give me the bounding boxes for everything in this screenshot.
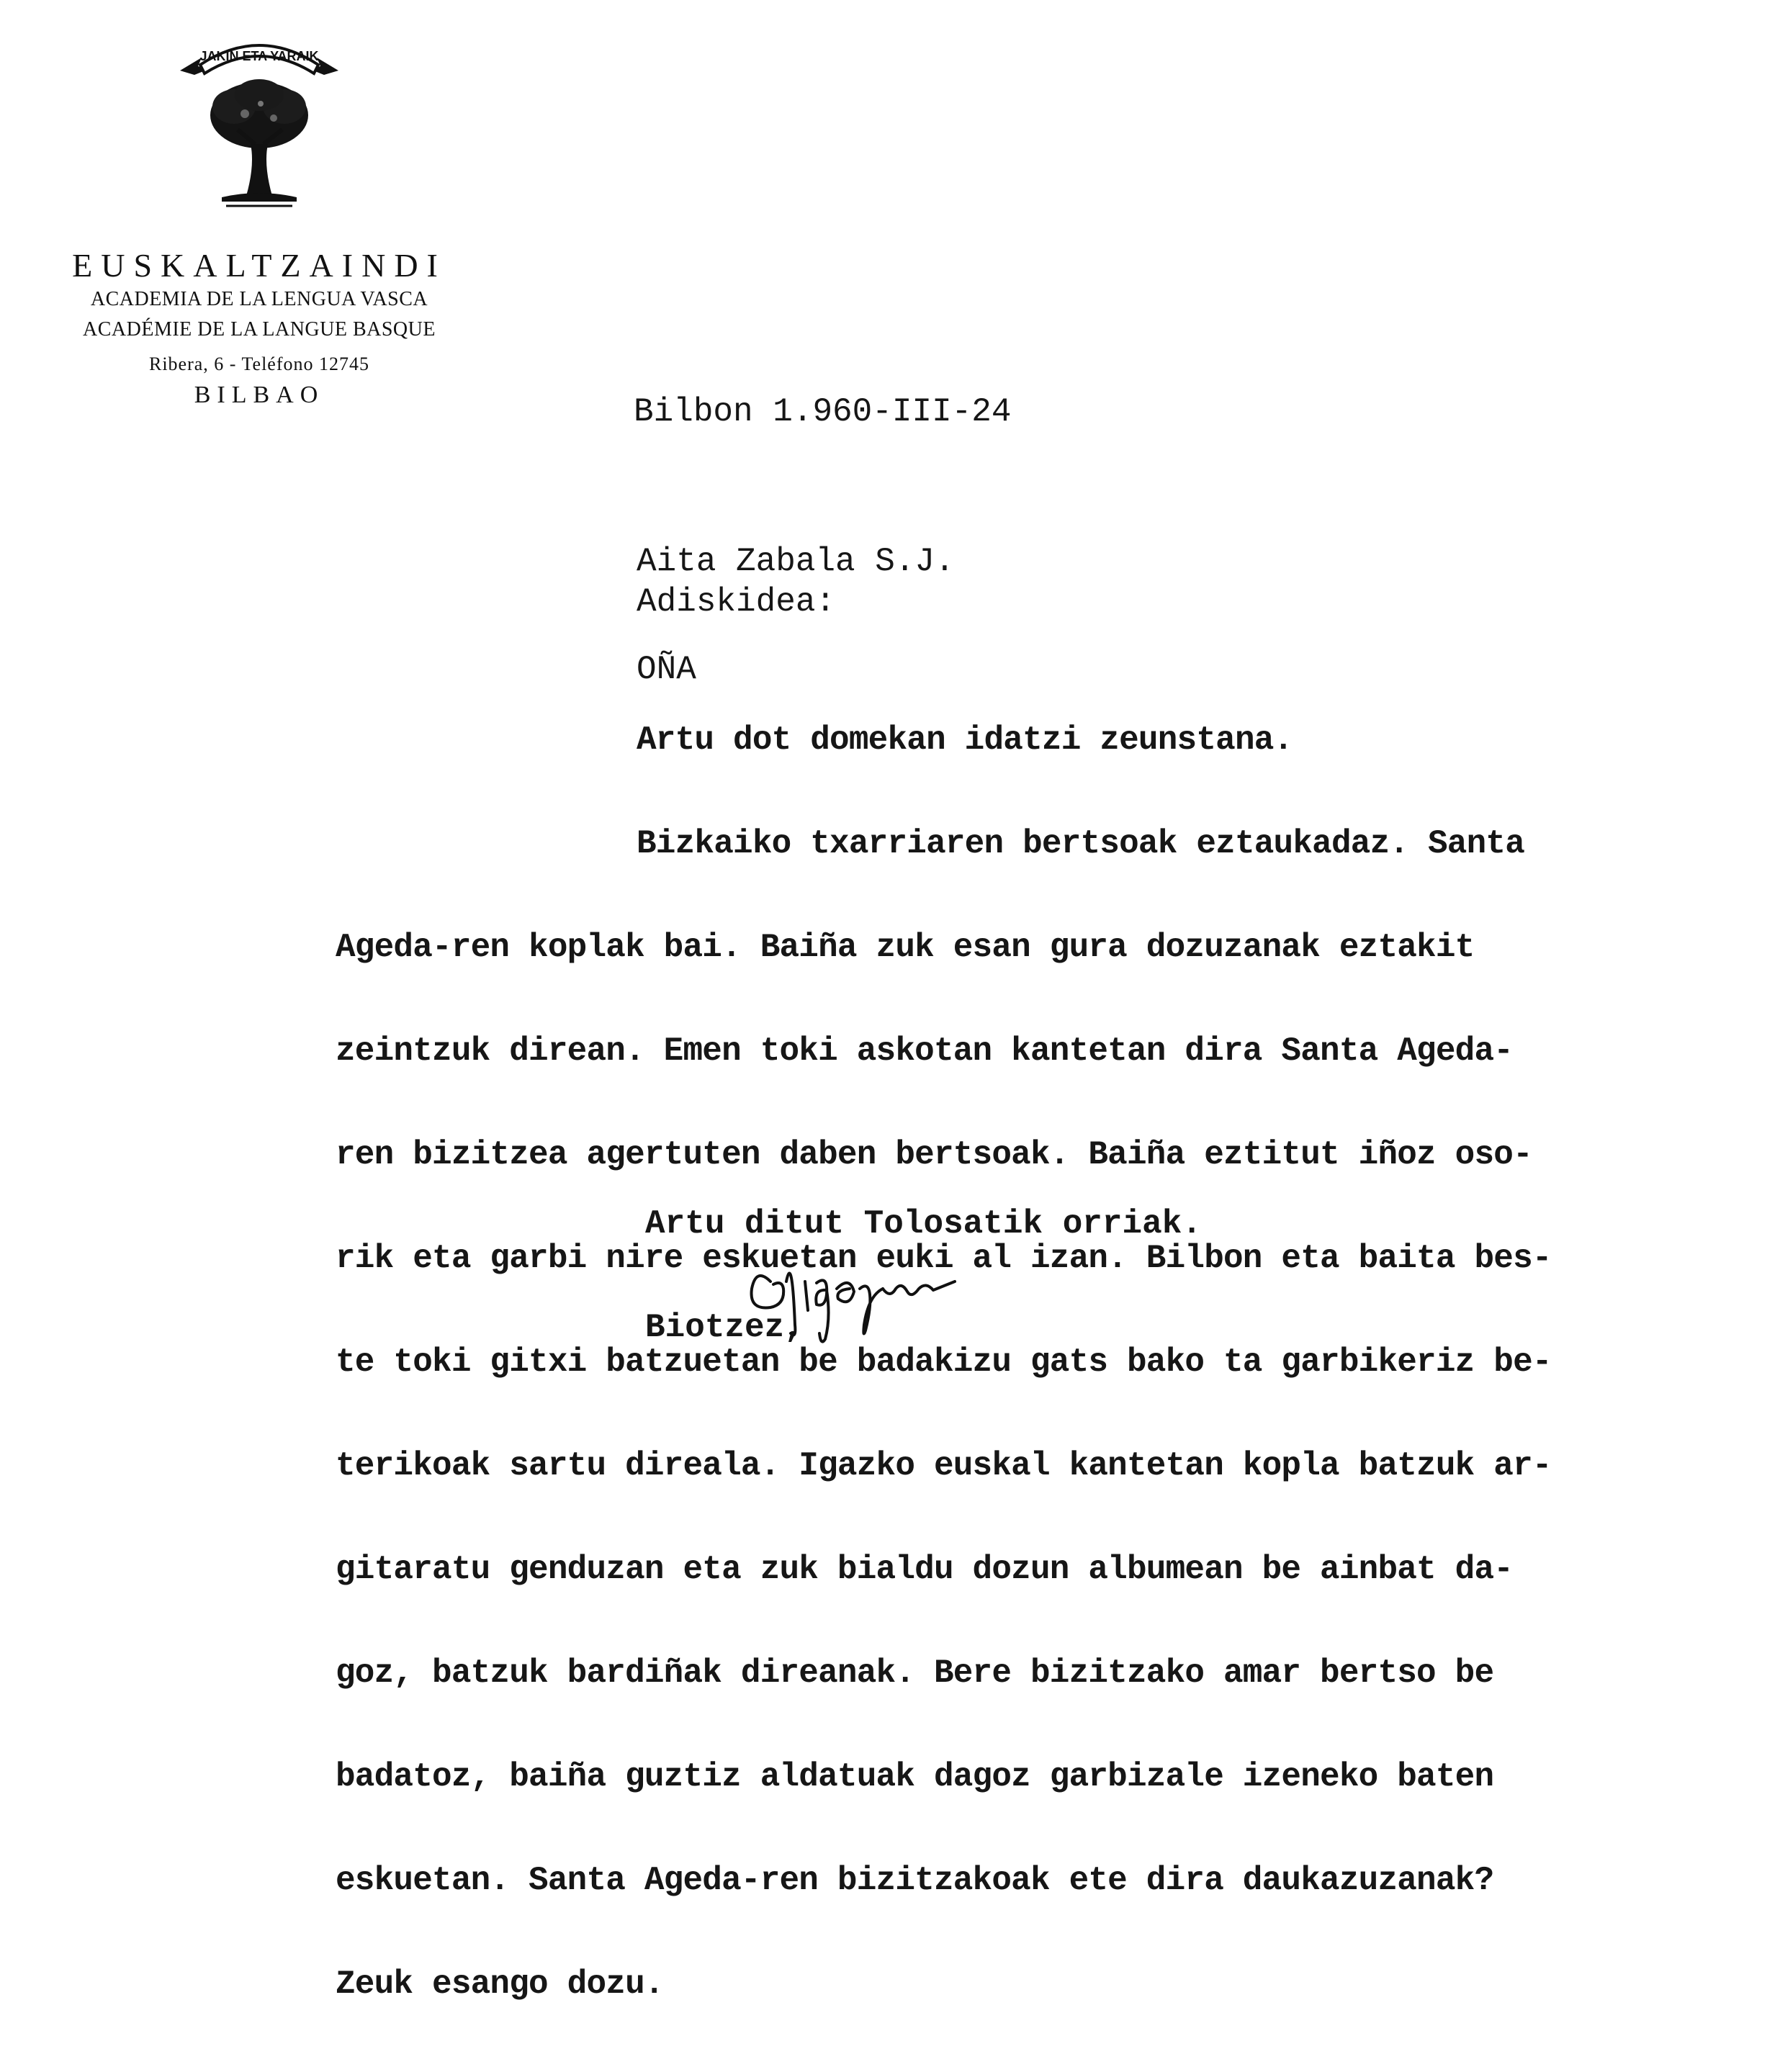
body-line: terikoak sartu direala. Igazko euskal kantetan kopla batzuk ar- xyxy=(336,1447,1552,1485)
letterhead xyxy=(43,29,475,409)
body-line: ren bizitzea agertuten daben bertsoak. Baiña eztitut iñoz oso- xyxy=(336,1136,1532,1174)
body-line: Artu dot domekan idatzi zeunstana. xyxy=(637,721,1293,759)
emblem-motto: JAKIN ETA YARAIK xyxy=(199,49,319,63)
body-line: te toki gitxi batzuetan be badakizu gats bako ta garbikeriz be- xyxy=(336,1343,1552,1381)
body-line: rik eta garbi nire eskuetan euki al izan. Bilbon eta baita bes- xyxy=(336,1240,1552,1277)
body-line: goz, batzuk bardiñak direanak. Bere bizitzako amar bertso be xyxy=(336,1654,1494,1692)
recipient-place: OÑA xyxy=(637,651,696,688)
tree-emblem-icon xyxy=(166,29,353,216)
city: BILBAO xyxy=(194,382,325,409)
body-line: Ageda-ren koplak bai. Baiña zuk esan gura dozuzanak eztakit xyxy=(336,929,1475,966)
spanish-name: ACADEMIA DE LA LENGUA VASCA xyxy=(90,287,428,310)
org-name: EUSKALTZAINDI xyxy=(72,247,446,284)
body-line: Bizkaiko txarriaren bertsoak eztaukadaz. Santa xyxy=(637,825,1525,862)
body-line: badatoz, baiña guztiz aldatuak dagoz garbizale izeneko baten xyxy=(336,1758,1494,1796)
address: Ribera, 6 - Teléfono 12745 xyxy=(148,353,370,374)
body-line: zeintzuk direan. Emen toki askotan kantetan dira Santa Ageda- xyxy=(336,1032,1514,1070)
closing-line: Biotzez, xyxy=(645,1309,804,1346)
body-line: Zeuk esango dozu. xyxy=(336,1965,664,2003)
body-line: eskuetan. Santa Ageda-ren bizitzakoak ete dira daukazuzanak? xyxy=(336,1862,1494,1899)
french-name: ACADÉMIE DE LA LANGUE BASQUE xyxy=(83,317,436,341)
greeting: Adiskidea: xyxy=(637,583,836,621)
recipient-name: Aita Zabala S.J. xyxy=(637,543,955,580)
handwritten-signature xyxy=(742,1238,972,1346)
body-line: gitaratu genduzan eta zuk bialdu dozun albumean be ainbat da- xyxy=(336,1551,1514,1588)
closing-line: Artu ditut Tolosatik orriak. xyxy=(645,1205,1202,1243)
letter-date: Bilbon 1.960-III-24 xyxy=(634,393,1012,431)
